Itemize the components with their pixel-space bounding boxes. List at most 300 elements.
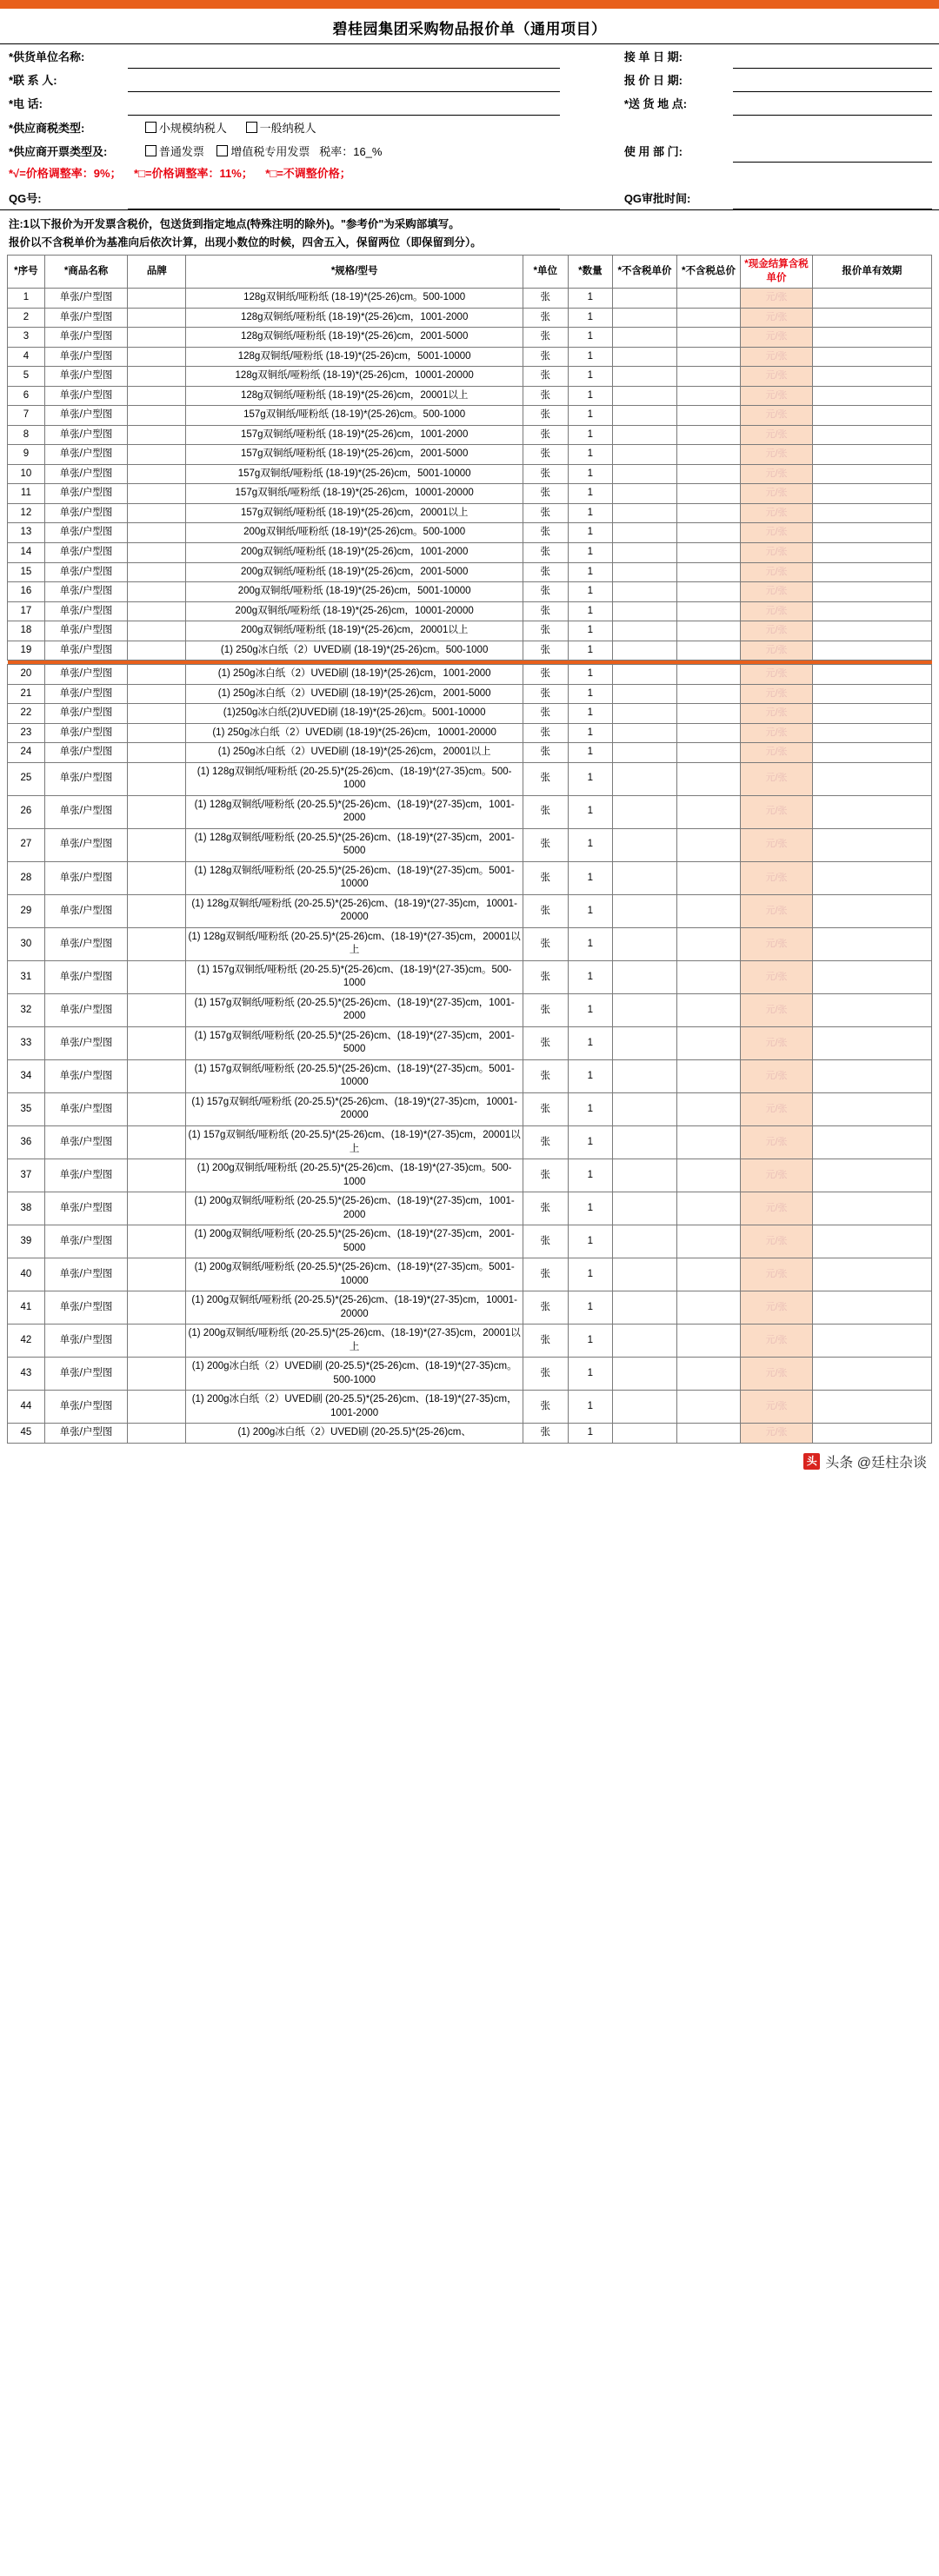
row-cash-incl-tax-unit-price[interactable] [741, 562, 812, 582]
row-quote-validity[interactable] [812, 464, 931, 484]
row-net-unit-price[interactable] [613, 308, 677, 328]
row-index: 44 [8, 1391, 45, 1424]
row-quote-validity[interactable] [812, 993, 931, 1026]
row-quote-validity[interactable] [812, 704, 931, 724]
row-brand[interactable] [128, 1258, 186, 1291]
row-brand[interactable] [128, 347, 186, 367]
row-cash-incl-tax-unit-price[interactable] [741, 621, 812, 641]
row-cash-incl-tax-unit-price[interactable] [741, 762, 812, 795]
row-brand[interactable] [128, 743, 186, 763]
row-quote-validity[interactable] [812, 743, 931, 763]
row-quantity: 1 [568, 1424, 613, 1444]
row-net-total-price[interactable] [676, 894, 741, 927]
row-brand[interactable] [128, 723, 186, 743]
row-quote-validity[interactable] [812, 861, 931, 894]
cash-cell-text: 元/张 [765, 428, 788, 440]
row-quantity: 1 [568, 762, 613, 795]
row-quote-validity[interactable] [812, 1059, 931, 1092]
cash-cell-text: 元/张 [765, 331, 788, 342]
row-net-total-price[interactable] [676, 601, 741, 621]
row-net-unit-price[interactable] [613, 1026, 677, 1059]
delivery-place-field[interactable] [733, 91, 932, 115]
row-net-unit-price[interactable] [613, 289, 677, 309]
row-brand[interactable] [128, 1159, 186, 1192]
row-cash-incl-tax-unit-price[interactable] [741, 1225, 812, 1258]
row-net-total-price[interactable] [676, 464, 741, 484]
row-net-unit-price[interactable] [613, 641, 677, 661]
cash-cell-text: 元/张 [765, 1202, 788, 1213]
row-brand[interactable] [128, 828, 186, 861]
qg-approval-time-field[interactable] [733, 184, 932, 209]
row-net-unit-price[interactable] [613, 1126, 677, 1159]
row-brand[interactable] [128, 562, 186, 582]
row-quote-validity[interactable] [812, 406, 931, 426]
row-net-total-price[interactable] [676, 861, 741, 894]
watermark-text: 头条 @廷柱杂谈 [825, 1455, 927, 1471]
row-net-unit-price[interactable] [613, 367, 677, 387]
supplier-name-field[interactable] [128, 44, 560, 68]
row-net-unit-price[interactable] [613, 1159, 677, 1192]
taxpayer-type-options [128, 115, 560, 139]
row-item-name: 单张/户型图 [44, 993, 128, 1026]
row-quote-validity[interactable] [812, 1424, 931, 1444]
row-unit: 张 [523, 1225, 568, 1258]
row-brand[interactable] [128, 621, 186, 641]
row-quote-validity[interactable] [812, 1325, 931, 1358]
row-brand[interactable] [128, 1358, 186, 1391]
row-index: 30 [8, 927, 45, 960]
row-index: 27 [8, 828, 45, 861]
row-net-total-price[interactable] [676, 289, 741, 309]
row-net-unit-price[interactable] [613, 347, 677, 367]
row-cash-incl-tax-unit-price[interactable] [741, 503, 812, 523]
row-quote-validity[interactable] [812, 960, 931, 993]
row-net-unit-price[interactable] [613, 562, 677, 582]
row-brand[interactable] [128, 704, 186, 724]
row-unit: 张 [523, 993, 568, 1026]
phone-field[interactable] [128, 91, 560, 115]
row-quote-validity[interactable] [812, 445, 931, 465]
row-cash-incl-tax-unit-price[interactable] [741, 743, 812, 763]
row-cash-incl-tax-unit-price[interactable] [741, 542, 812, 562]
row-cash-incl-tax-unit-price[interactable] [741, 1026, 812, 1059]
row-item-name: 单张/户型图 [44, 425, 128, 445]
row-quote-validity[interactable] [812, 1391, 931, 1424]
row-cash-incl-tax-unit-price[interactable] [741, 347, 812, 367]
row-net-total-price[interactable] [676, 1291, 741, 1325]
checkbox-general-taxpayer[interactable] [246, 122, 257, 133]
row-cash-incl-tax-unit-price[interactable] [741, 1358, 812, 1391]
row-quantity: 1 [568, 1291, 613, 1325]
row-net-unit-price[interactable] [613, 927, 677, 960]
row-index: 8 [8, 425, 45, 445]
row-net-unit-price[interactable] [613, 386, 677, 406]
table-row [8, 828, 932, 861]
row-quote-validity[interactable] [812, 562, 931, 582]
row-brand[interactable] [128, 1126, 186, 1159]
row-quantity: 1 [568, 641, 613, 661]
row-quote-validity[interactable] [812, 328, 931, 348]
table-row [8, 1192, 932, 1225]
row-quote-validity[interactable] [812, 1258, 931, 1291]
row-net-total-price[interactable] [676, 684, 741, 704]
row-net-unit-price[interactable] [613, 582, 677, 602]
row-net-unit-price[interactable] [613, 993, 677, 1026]
row-quote-validity[interactable] [812, 1225, 931, 1258]
table-row [8, 503, 932, 523]
row-cash-incl-tax-unit-price[interactable] [741, 601, 812, 621]
row-brand[interactable] [128, 1192, 186, 1225]
row-item-name: 单张/户型图 [44, 723, 128, 743]
row-cash-incl-tax-unit-price[interactable] [741, 828, 812, 861]
row-quote-validity[interactable] [812, 762, 931, 795]
row-cash-incl-tax-unit-price[interactable] [741, 1391, 812, 1424]
row-cash-incl-tax-unit-price[interactable] [741, 795, 812, 828]
row-brand[interactable] [128, 641, 186, 661]
row-item-name: 单张/户型图 [44, 762, 128, 795]
table-row [8, 1424, 932, 1444]
row-brand[interactable] [128, 464, 186, 484]
cash-cell-text: 元/张 [765, 350, 788, 362]
row-quote-validity[interactable] [812, 484, 931, 504]
row-quote-validity[interactable] [812, 894, 931, 927]
row-net-unit-price[interactable] [613, 743, 677, 763]
contact-person-field[interactable] [128, 68, 560, 91]
table-row [8, 386, 932, 406]
row-quote-validity[interactable] [812, 601, 931, 621]
row-net-total-price[interactable] [676, 641, 741, 661]
row-net-unit-price[interactable] [613, 894, 677, 927]
row-net-unit-price[interactable] [613, 621, 677, 641]
row-net-unit-price[interactable] [613, 601, 677, 621]
row-net-unit-price[interactable] [613, 445, 677, 465]
row-brand[interactable] [128, 1092, 186, 1125]
row-quote-validity[interactable] [812, 542, 931, 562]
checkbox-small-scale-taxpayer[interactable] [145, 122, 156, 133]
row-unit: 张 [523, 386, 568, 406]
row-net-total-price[interactable] [676, 1126, 741, 1159]
row-net-unit-price[interactable] [613, 1059, 677, 1092]
row-cash-incl-tax-unit-price[interactable] [741, 1325, 812, 1358]
row-net-total-price[interactable] [676, 723, 741, 743]
row-net-unit-price[interactable] [613, 1192, 677, 1225]
row-quote-validity[interactable] [812, 1126, 931, 1159]
row-brand[interactable] [128, 1291, 186, 1325]
row-cash-incl-tax-unit-price[interactable] [741, 328, 812, 348]
qg-number-label: QG号: [9, 191, 42, 205]
using-department-field[interactable] [733, 139, 932, 163]
table-row [8, 1225, 932, 1258]
header-row-2 [7, 68, 932, 91]
row-brand[interactable] [128, 308, 186, 328]
tax-rate-label: 税率： [319, 144, 354, 158]
row-brand[interactable] [128, 1391, 186, 1424]
row-spec: (1) 200g冰白纸（2）UVED刷 (20-25.5)*(25-26)cm、(18-19)*(27-35)cm。500-1000 [186, 1358, 523, 1391]
row-index: 39 [8, 1225, 45, 1258]
row-net-total-price[interactable] [676, 1258, 741, 1291]
row-cash-incl-tax-unit-price[interactable] [741, 1192, 812, 1225]
row-brand[interactable] [128, 993, 186, 1026]
row-quantity: 1 [568, 289, 613, 309]
cash-cell-text: 元/张 [765, 938, 788, 949]
row-cash-incl-tax-unit-price[interactable] [741, 1126, 812, 1159]
row-net-total-price[interactable] [676, 665, 741, 685]
row-quote-validity[interactable] [812, 523, 931, 543]
row-cash-incl-tax-unit-price[interactable] [741, 861, 812, 894]
row-quote-validity[interactable] [812, 582, 931, 602]
row-cash-incl-tax-unit-price[interactable] [741, 386, 812, 406]
row-quote-validity[interactable] [812, 795, 931, 828]
row-net-total-price[interactable] [676, 308, 741, 328]
row-cash-incl-tax-unit-price[interactable] [741, 723, 812, 743]
row-net-total-price[interactable] [676, 1059, 741, 1092]
row-net-unit-price[interactable] [613, 1358, 677, 1391]
row-cash-incl-tax-unit-price[interactable] [741, 960, 812, 993]
row-net-total-price[interactable] [676, 1358, 741, 1391]
row-net-unit-price[interactable] [613, 523, 677, 543]
cash-cell-text: 元/张 [765, 625, 788, 636]
row-net-total-price[interactable] [676, 484, 741, 504]
tax-rate-value[interactable]: 16_% [353, 144, 383, 158]
row-quote-validity[interactable] [812, 684, 931, 704]
row-cash-incl-tax-unit-price[interactable] [741, 289, 812, 309]
row-cash-incl-tax-unit-price[interactable] [741, 927, 812, 960]
row-unit: 张 [523, 308, 568, 328]
row-net-unit-price[interactable] [613, 503, 677, 523]
row-quote-validity[interactable] [812, 386, 931, 406]
row-net-total-price[interactable] [676, 1325, 741, 1358]
row-net-total-price[interactable] [676, 328, 741, 348]
row-cash-incl-tax-unit-price[interactable] [741, 993, 812, 1026]
row-cash-incl-tax-unit-price[interactable] [741, 464, 812, 484]
row-net-unit-price[interactable] [613, 1225, 677, 1258]
row-quote-validity[interactable] [812, 1159, 931, 1192]
row-brand[interactable] [128, 1026, 186, 1059]
row-quote-validity[interactable] [812, 425, 931, 445]
row-brand[interactable] [128, 523, 186, 543]
row-spec: (1) 200g双铜纸/哑粉纸 (20-25.5)*(25-26)cm、(18-19)*(27-35)cm，20001以上 [186, 1325, 523, 1358]
row-brand[interactable] [128, 406, 186, 426]
quote-date-field[interactable] [733, 68, 932, 91]
row-brand[interactable] [128, 367, 186, 387]
row-net-unit-price[interactable] [613, 464, 677, 484]
row-net-unit-price[interactable] [613, 406, 677, 426]
row-cash-incl-tax-unit-price[interactable] [741, 665, 812, 685]
row-brand[interactable] [128, 484, 186, 504]
table-row [8, 1092, 932, 1125]
rate-option-c: *□=不调整价格； [265, 166, 351, 180]
row-quote-validity[interactable] [812, 1291, 931, 1325]
row-quote-validity[interactable] [812, 723, 931, 743]
row-net-total-price[interactable] [676, 503, 741, 523]
row-brand[interactable] [128, 503, 186, 523]
row-net-unit-price[interactable] [613, 665, 677, 685]
cash-cell-text: 元/张 [765, 707, 788, 719]
row-cash-incl-tax-unit-price[interactable] [741, 425, 812, 445]
row-quote-validity[interactable] [812, 367, 931, 387]
row-net-total-price[interactable] [676, 386, 741, 406]
receive-date-field[interactable] [733, 44, 932, 68]
row-net-total-price[interactable] [676, 347, 741, 367]
row-net-total-price[interactable] [676, 1159, 741, 1192]
row-brand[interactable] [128, 684, 186, 704]
row-brand[interactable] [128, 386, 186, 406]
row-cash-incl-tax-unit-price[interactable] [741, 582, 812, 602]
row-unit: 张 [523, 795, 568, 828]
row-net-unit-price[interactable] [613, 425, 677, 445]
row-spec: (1) 200g双铜纸/哑粉纸 (20-25.5)*(25-26)cm、(18-19)*(27-35)cm，1001-2000 [186, 1192, 523, 1225]
cash-cell-text: 元/张 [765, 1334, 788, 1345]
row-net-unit-price[interactable] [613, 704, 677, 724]
row-quote-validity[interactable] [812, 503, 931, 523]
row-net-total-price[interactable] [676, 367, 741, 387]
row-brand[interactable] [128, 927, 186, 960]
row-item-name: 单张/户型图 [44, 289, 128, 309]
row-cash-incl-tax-unit-price[interactable] [741, 1258, 812, 1291]
row-cash-incl-tax-unit-price[interactable] [741, 684, 812, 704]
row-net-unit-price[interactable] [613, 828, 677, 861]
row-brand[interactable] [128, 445, 186, 465]
row-net-total-price[interactable] [676, 445, 741, 465]
row-cash-incl-tax-unit-price[interactable] [741, 1092, 812, 1125]
row-net-unit-price[interactable] [613, 960, 677, 993]
row-index: 37 [8, 1159, 45, 1192]
row-net-unit-price[interactable] [613, 762, 677, 795]
row-brand[interactable] [128, 1059, 186, 1092]
col-unit: *单位 [523, 256, 568, 289]
row-brand[interactable] [128, 861, 186, 894]
row-brand[interactable] [128, 1325, 186, 1358]
row-brand[interactable] [128, 1225, 186, 1258]
row-item-name: 单张/户型图 [44, 1059, 128, 1092]
row-net-total-price[interactable] [676, 993, 741, 1026]
row-net-unit-price[interactable] [613, 1325, 677, 1358]
supplier-name-label: *供货单位名称: [9, 50, 85, 63]
row-brand[interactable] [128, 795, 186, 828]
row-brand[interactable] [128, 542, 186, 562]
row-item-name: 单张/户型图 [44, 367, 128, 387]
row-net-unit-price[interactable] [613, 684, 677, 704]
row-net-total-price[interactable] [676, 704, 741, 724]
row-net-total-price[interactable] [676, 542, 741, 562]
row-cash-incl-tax-unit-price[interactable] [741, 523, 812, 543]
row-net-total-price[interactable] [676, 562, 741, 582]
row-quantity: 1 [568, 1126, 613, 1159]
row-net-unit-price[interactable] [613, 1258, 677, 1291]
row-net-unit-price[interactable] [613, 861, 677, 894]
row-quote-validity[interactable] [812, 1358, 931, 1391]
row-quote-validity[interactable] [812, 1026, 931, 1059]
row-net-unit-price[interactable] [613, 484, 677, 504]
row-net-total-price[interactable] [676, 1225, 741, 1258]
row-brand[interactable] [128, 289, 186, 309]
row-quote-validity[interactable] [812, 828, 931, 861]
row-cash-incl-tax-unit-price[interactable] [741, 1159, 812, 1192]
row-quote-validity[interactable] [812, 347, 931, 367]
row-quantity: 1 [568, 1059, 613, 1092]
cash-cell-text: 元/张 [765, 468, 788, 479]
row-net-total-price[interactable] [676, 1092, 741, 1125]
row-cash-incl-tax-unit-price[interactable] [741, 1291, 812, 1325]
row-net-total-price[interactable] [676, 1026, 741, 1059]
row-net-total-price[interactable] [676, 582, 741, 602]
row-brand[interactable] [128, 582, 186, 602]
row-spec: 200g双铜纸/哑粉纸 (18-19)*(25-26)cm，1001-2000 [186, 542, 523, 562]
row-cash-incl-tax-unit-price[interactable] [741, 894, 812, 927]
table-row [8, 704, 932, 724]
row-brand[interactable] [128, 665, 186, 685]
checkbox-ordinary-invoice[interactable] [145, 145, 156, 156]
row-cash-incl-tax-unit-price[interactable] [741, 1059, 812, 1092]
row-net-unit-price[interactable] [613, 542, 677, 562]
row-spec: (1) 128g双铜纸/哑粉纸 (20-25.5)*(25-26)cm、(18-19)*(27-35)cm。5001-10000 [186, 861, 523, 894]
row-net-total-price[interactable] [676, 828, 741, 861]
row-net-unit-price[interactable] [613, 328, 677, 348]
row-quote-validity[interactable] [812, 665, 931, 685]
table-row [8, 523, 932, 543]
row-brand[interactable] [128, 425, 186, 445]
row-brand[interactable] [128, 328, 186, 348]
row-quote-validity[interactable] [812, 621, 931, 641]
row-net-total-price[interactable] [676, 960, 741, 993]
row-net-total-price[interactable] [676, 743, 741, 763]
row-unit: 张 [523, 328, 568, 348]
row-cash-incl-tax-unit-price[interactable] [741, 704, 812, 724]
row-quote-validity[interactable] [812, 1092, 931, 1125]
row-net-total-price[interactable] [676, 425, 741, 445]
row-quote-validity[interactable] [812, 308, 931, 328]
row-brand[interactable] [128, 762, 186, 795]
cash-cell-text: 元/张 [765, 1401, 788, 1411]
row-net-total-price[interactable] [676, 795, 741, 828]
row-net-unit-price[interactable] [613, 723, 677, 743]
row-brand[interactable] [128, 960, 186, 993]
row-cash-incl-tax-unit-price[interactable] [741, 641, 812, 661]
row-brand[interactable] [128, 894, 186, 927]
qg-number-field[interactable] [128, 184, 560, 209]
row-cash-incl-tax-unit-price[interactable] [741, 1424, 812, 1444]
checkbox-vat-special-invoice[interactable] [216, 145, 228, 156]
row-net-total-price[interactable] [676, 927, 741, 960]
row-cash-incl-tax-unit-price[interactable] [741, 367, 812, 387]
row-net-total-price[interactable] [676, 1424, 741, 1444]
row-cash-incl-tax-unit-price[interactable] [741, 484, 812, 504]
row-net-unit-price[interactable] [613, 1092, 677, 1125]
row-quote-validity[interactable] [812, 1192, 931, 1225]
row-net-unit-price[interactable] [613, 1424, 677, 1444]
row-quote-validity[interactable] [812, 289, 931, 309]
row-net-total-price[interactable] [676, 1391, 741, 1424]
row-net-unit-price[interactable] [613, 1291, 677, 1325]
row-cash-incl-tax-unit-price[interactable] [741, 308, 812, 328]
row-net-total-price[interactable] [676, 406, 741, 426]
row-quote-validity[interactable] [812, 927, 931, 960]
row-quote-validity[interactable] [812, 641, 931, 661]
row-cash-incl-tax-unit-price[interactable] [741, 445, 812, 465]
row-unit: 张 [523, 762, 568, 795]
row-unit: 张 [523, 1092, 568, 1125]
row-net-total-price[interactable] [676, 523, 741, 543]
row-net-total-price[interactable] [676, 762, 741, 795]
row-net-total-price[interactable] [676, 1192, 741, 1225]
row-net-unit-price[interactable] [613, 1391, 677, 1424]
row-brand[interactable] [128, 601, 186, 621]
header-info-block [0, 43, 939, 210]
row-net-total-price[interactable] [676, 621, 741, 641]
row-brand[interactable] [128, 1424, 186, 1444]
row-cash-incl-tax-unit-price[interactable] [741, 406, 812, 426]
row-net-unit-price[interactable] [613, 795, 677, 828]
